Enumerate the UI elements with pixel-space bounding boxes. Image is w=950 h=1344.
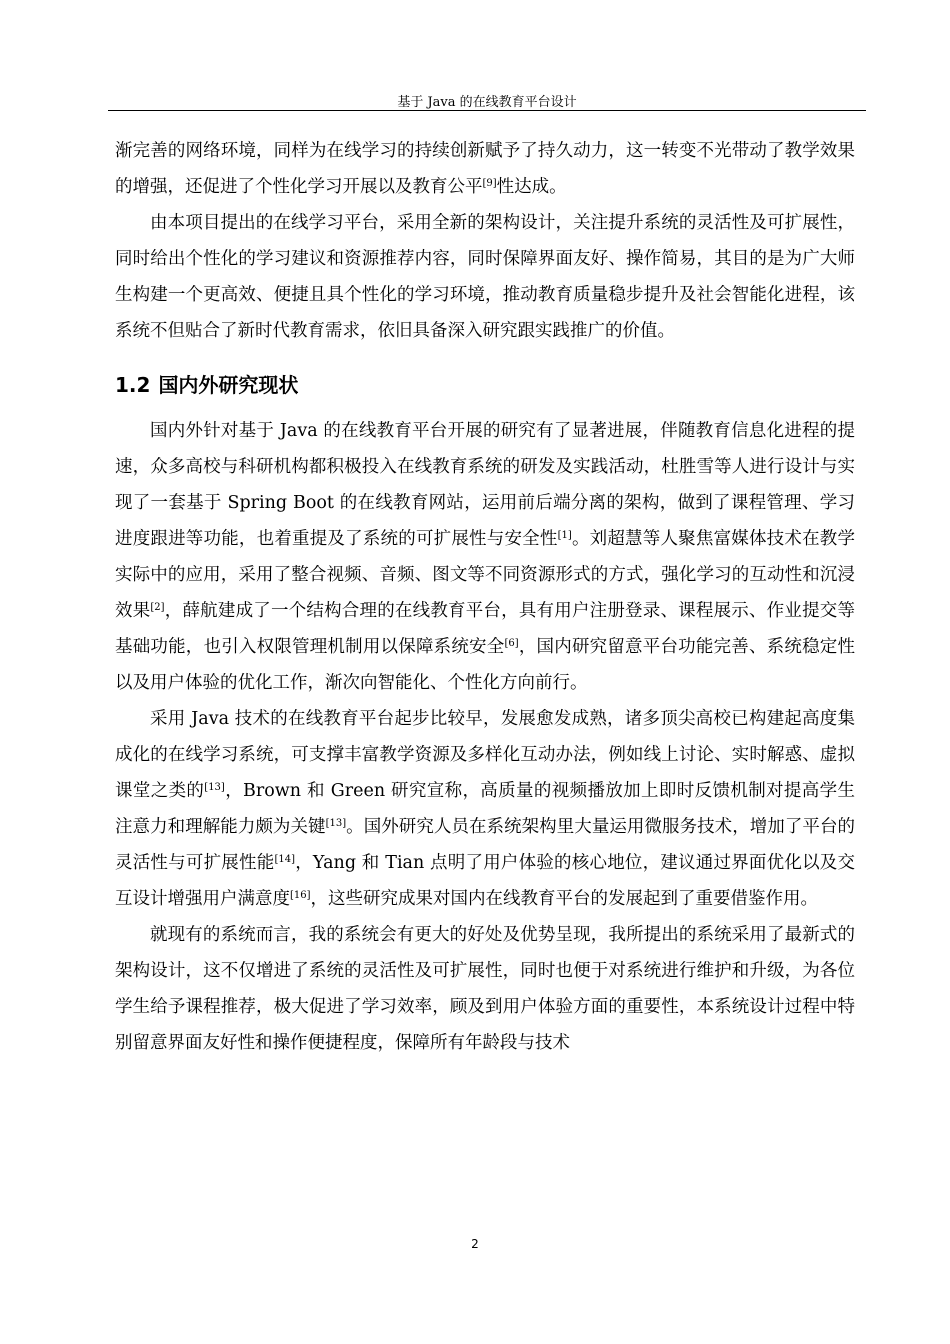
- page-number: 2: [471, 1237, 479, 1251]
- paragraph-text: 由本项目提出的在线学习平台，采用全新的架构设计，关注提升系统的灵活性及可扩展性，同时给出个性化的学习建议和资源推荐内容，同时保障界面友好、操作简易，其目的是为广大师生构建一个更高效、便捷且具个性化的学习环境，推动教育质量稳步提升及社会智能化进程，该系统不但贴合了新时代教育需求，依旧具备深入研究跟实践推广的价值。: [115, 213, 855, 341]
- citation: [14]: [274, 854, 295, 865]
- paragraph-text: 。刘超慧等人聚焦富媒体技术在教学实际中的应用，采用了整合视频、音频、图文等不同资源形式的方式，强化学习的互动性和沉浸效果: [115, 529, 855, 621]
- running-header: 基于 Java 的在线教育平台设计: [397, 95, 577, 110]
- section-heading: [115, 367, 855, 403]
- citation: [9]: [482, 178, 497, 189]
- paragraph-text: 国内外针对基于 Java 的在线教育平台开展的研究有了显著进展，伴随教育信息化进程的提速，众多高校与科研机构都积极投入在线教育系统的研发及实践活动，杜胜雪等人进行设计与实现了一套基于 Spring Boot 的在线教育网站，运用前后端分离的架构，做到了课程管理、学习进度跟进等功能，也着重提及了系统的可扩展性与安全性: [115, 421, 855, 549]
- paragraph-text: ，Brown 和 Green 研究宣称，高质量的视频播放加上即时反馈机制对提高学生注意力和理解能力颇为关键: [115, 781, 855, 837]
- citation: [2]: [150, 602, 165, 613]
- paragraph: [115, 917, 855, 1061]
- paragraph-text: 渐完善的网络环境，同样为在线学习的持续创新赋予了持久动力，这一转变不光带动了教学效果的增强，还促进了个性化学习开展以及教育公平: [115, 141, 855, 197]
- paragraph-text: 采用 Java 技术的在线教育平台起步比较早，发展愈发成熟，诸多顶尖高校已构建起高度集成化的在线学习系统，可支撑丰富教学资源及多样化互动办法，例如线上讨论、实时解惑、虚拟课堂之类的: [115, 709, 855, 801]
- paragraph-text: 性达成。: [496, 177, 567, 197]
- citation: [1]: [557, 530, 572, 541]
- section-title: 国内外研究现状: [158, 373, 299, 397]
- paragraph-text: ，这些研究成果对国内在线教育平台的发展起到了重要借鉴作用。: [310, 889, 819, 909]
- header-rule: [108, 110, 866, 111]
- paragraph: [115, 701, 855, 917]
- paragraph-text: 。国外研究人员在系统架构里大量运用微服务技术，增加了平台的灵活性与可扩展性能: [115, 817, 855, 873]
- body-text: [115, 133, 855, 1061]
- citation: [16]: [290, 890, 311, 901]
- paragraph: [115, 133, 855, 205]
- paragraph: [115, 205, 855, 349]
- paragraph-text: 就现有的系统而言，我的系统会有更大的好处及优势呈现，我所提出的系统采用了最新式的架构设计，这不仅增进了系统的灵活性及可扩展性，同时也便于对系统进行维护和升级，为各位学生给予课程推荐，极大促进了学习效率，顾及到用户体验方面的重要性，本系统设计过程中特别留意界面友好性和操作便捷程度，保障所有年龄段与技术: [115, 925, 855, 1053]
- paragraph-text: ，Yang 和 Tian 点明了用户体验的核心地位，建议通过界面优化以及交互设计增强用户满意度: [115, 853, 856, 909]
- citation: [6]: [504, 638, 519, 649]
- paragraph-text: ，薛航建成了一个结构合理的在线教育平台，具有用户注册登录、课程展示、作业提交等基础功能，也引入权限管理机制用以保障系统安全: [115, 601, 855, 657]
- citation: [13]: [325, 818, 347, 829]
- paragraph: [115, 413, 855, 701]
- paragraph-text: ，国内研究留意平台功能完善、系统稳定性以及用户体验的优化工作，渐次向智能化、个性化方向前行。: [115, 637, 855, 693]
- section-number: 1.2: [115, 373, 151, 397]
- citation: [13]: [204, 782, 225, 793]
